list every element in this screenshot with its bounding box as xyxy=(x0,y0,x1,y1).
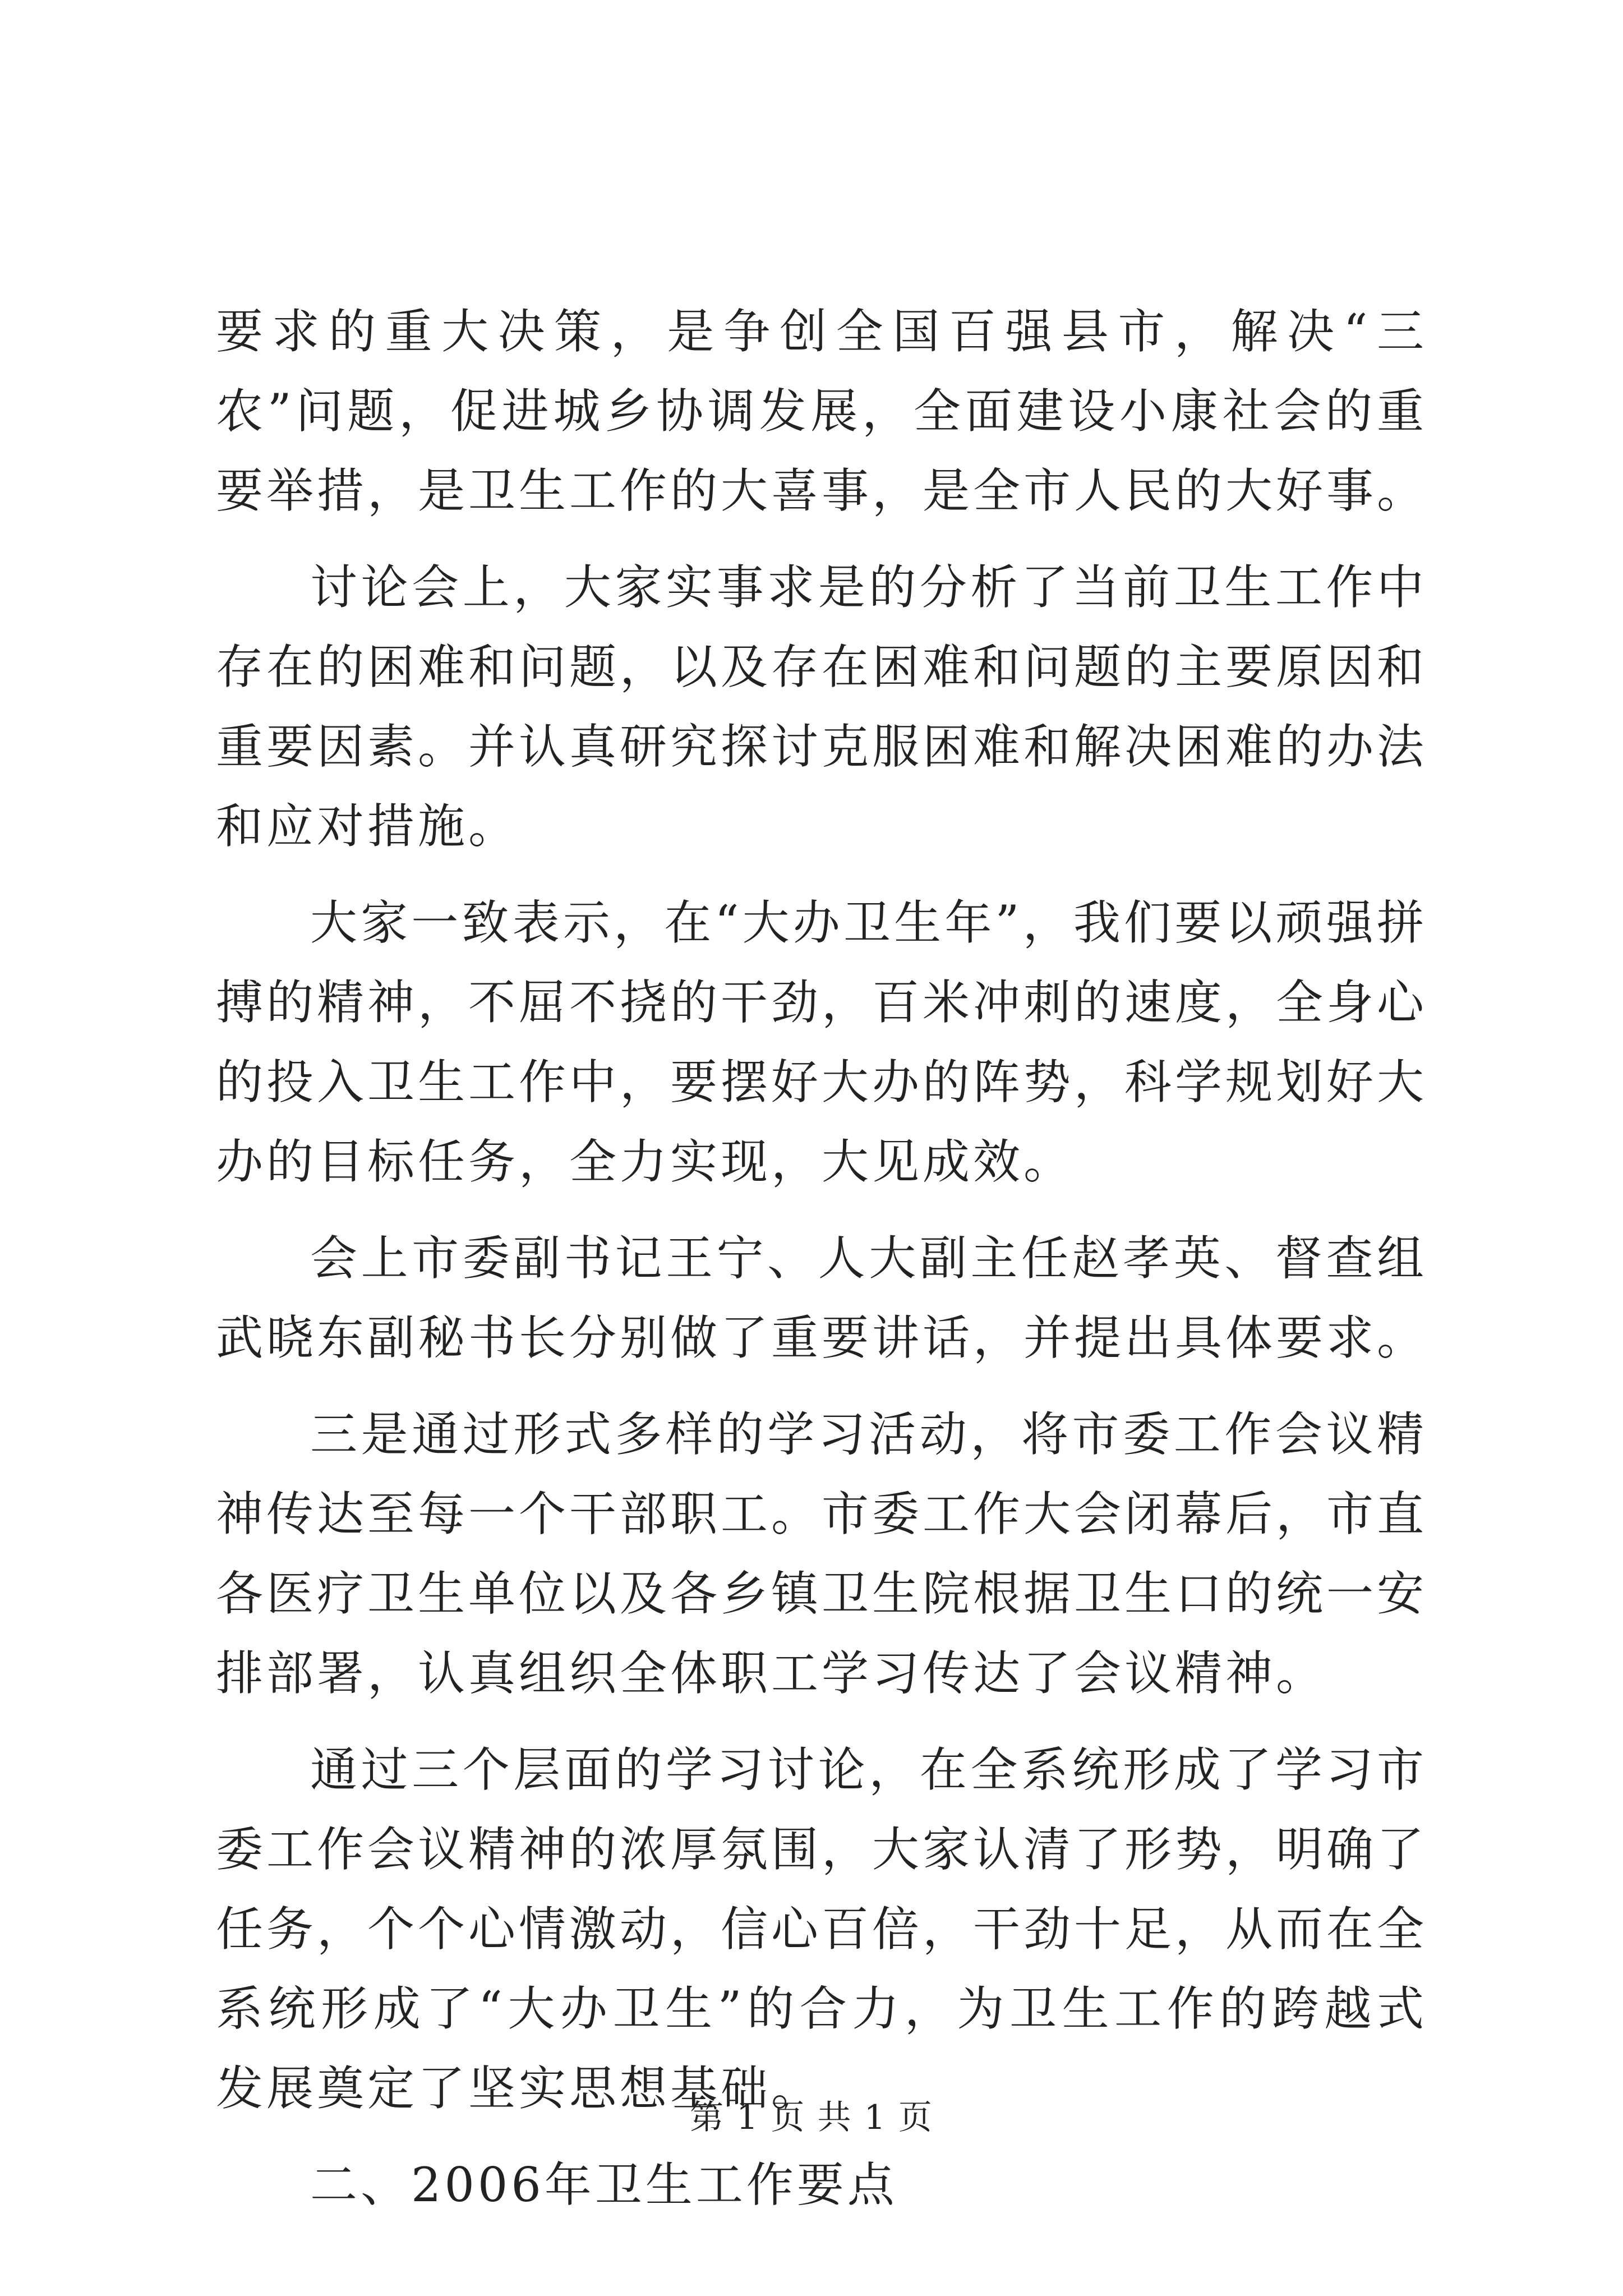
paragraph-study-activities: 三是通过形式多样的学习活动，将市委工作会议精神传达至每一个干部职工。市委工作大会闭幕后，市直各医疗卫生单位以及各乡镇卫生院根据卫生口的统一安排部署，认真组织全体职工学习传达了会议精神。 xyxy=(216,1407,1428,1701)
section-heading: 二、2006年卫生工作要点 xyxy=(310,2157,898,2212)
paragraph-consensus: 大家一致表示，在“大办卫生年”，我们要以顽强拼搏的精神，不屈不挠的干劲，百米冲刺的速度，全身心的投入卫生工作中，要摆好大办的阵势，科学规划好大办的目标任务，全力实现，大见成效。 xyxy=(216,895,1428,1189)
document-body xyxy=(216,292,1427,2242)
paragraph-speeches: 会上市委副书记王宁、人大副主任赵孝英、督查组武晓东副秘书长分别做了重要讲话，并提出具体要求。 xyxy=(216,1231,1428,1365)
paragraph-summary: 通过三个层面的学习讨论，在全系统形成了学习市委工作会议精神的浓厚氛围，大家认清了形势，明确了任务，个个心情激动，信心百倍，干劲十足，从而在全系统形成了“大办卫生”的合力，为卫生工作的跨越式发展奠定了坚实思想基础。 xyxy=(216,1742,1428,2116)
page-number-footer: 第 1 页 共 1 页 xyxy=(690,2098,933,2137)
paragraph-continued: 要求的重大决策，是争创全国百强县市，解决“三农”问题，促进城乡协调发展，全面建设小康社会的重要举措，是卫生工作的大喜事，是全市人民的大好事。 xyxy=(216,304,1428,518)
paragraph-discussion: 讨论会上，大家实事求是的分析了当前卫生工作中存在的困难和问题，以及存在困难和问题的主要原因和重要因素。并认真研究探讨克服困难和解决困难的办法和应对措施。 xyxy=(216,560,1428,854)
